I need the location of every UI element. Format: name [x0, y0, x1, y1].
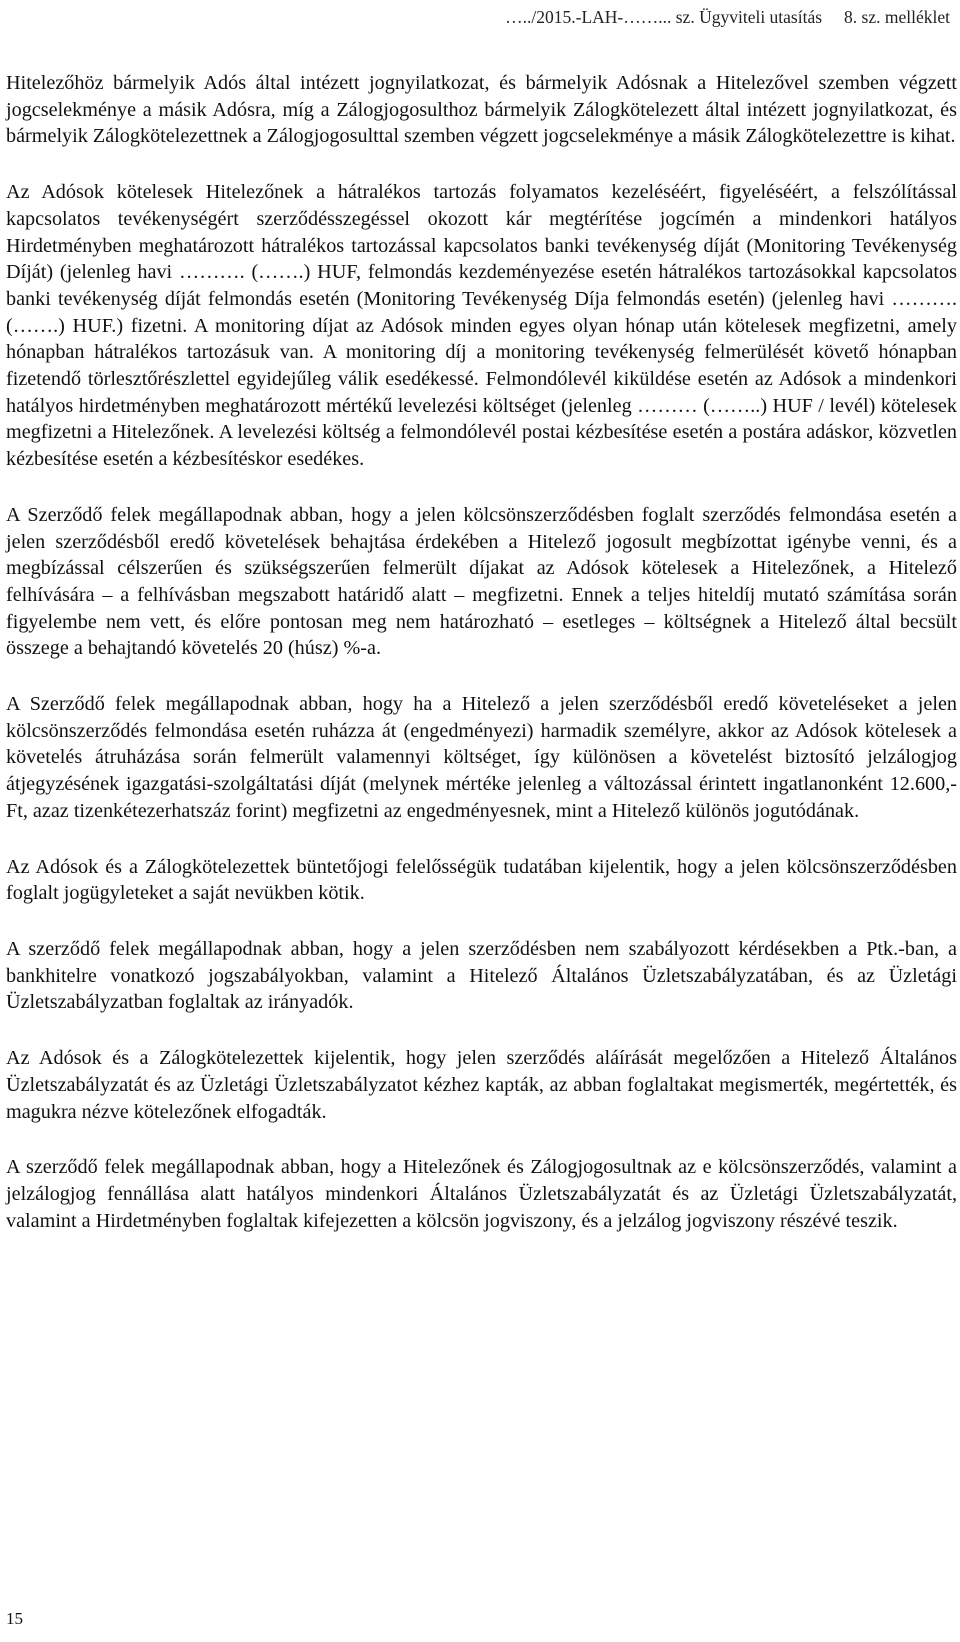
- paragraph-collection-costs: A Szerződő felek megállapodnak abban, hogy a jelen kölcsönszerződésben foglalt szerződés felmondása esetén a jelen szerződésből eredő követelések behajtása érdekében a Hitelező jogosult megbízottat igénybe venni, és a megbízással célszerűen és szükségszerűen felmerült díjakat az Adósok kötelesek a Hitelezőnek, a Hitelező felhívására – a felhívásban megszabott határidő alatt – megfizetni. Ennek a teljes hiteldíj mutató számítása során figyelembe nem vett, és előre pontosan meg nem határozható – esetleges – költségnek a Hitelező által becsült összege a behajtandó követelés 20 (húsz) %-a.: [6, 503, 957, 660]
- paragraph-terms-acknowledgement: Az Adósok és a Zálogkötelezettek kijelentik, hogy jelen szerződés aláírását megelőzően a Hitelező Általános Üzletszabályzatát és az Üzletági Üzletszabályzatot kézhez kapták, az abban foglaltakat megismerték, megértették, és magukra nézve kötelezőnek elfogadták.: [6, 1047, 957, 1123]
- paragraph-joint-liability: Hitelezőhöz bármelyik Adós által intézett jognyilatkozat, és bármelyik Adósnak a Hitelezővel szemben végzett jogcselekménye a másik Adósra, míg a Zálogjogosulthoz bármelyik Zálogkötelezett által intézett jognyilatkozat, és bármelyik Zálogkötelezettnek a Zálogjogosulttal szemben végzett jogcselekménye a másik Zálogkötelezettre is kihat.: [6, 72, 957, 148]
- document-reference: …../2015.-LAH-……... sz. Ügyviteli utasítás: [505, 7, 823, 27]
- page-header: [505, 6, 950, 28]
- paragraph-criminal-liability: Az Adósok és a Zálogkötelezettek büntetőjogi felelősségük tudatában kijelentik, hogy a jelen kölcsönszerződésben foglalt jogügyleteket a saját nevükben kötik.: [6, 855, 957, 905]
- paragraph-terms-incorporation: A szerződő felek megállapodnak abban, hogy a Hitelezőnek és Zálogjogosultnak az e kölcsönszerződés, valamint a jelzálogjog fennállása alatt hatályos mindenkori Általános Üzletszabályzatát és az Üzletági Üzletszabályzatát, valamint a Hirdetményben foglaltak kifejezetten a kölcsön jogviszony, és a jelzálog jogviszony részévé teszik.: [6, 1156, 957, 1232]
- paragraph-monitoring-fee: Az Adósok kötelesek Hitelezőnek a hátralékos tartozás folyamatos kezeléséért, figyeléséért, a felszólítással kapcsolatos tevékenységért szerződésszegéssel okozott kár megtérítése jogcímén a mindenkori hatályos Hirdetményben meghatározott hátralékos tartozással kapcsolatos banki tevékenység díját (Monitoring Tevékenység Díját) (jelenleg havi ………. (…….) HUF, felmondás kezdeményezése esetén hátralékos tartozásokkal kapcsolatos banki tevékenység díját felmondás esetén (Monitoring Tevékenység Díja felmondás esetén) (jelenleg havi ………. (…….) HUF.) fizetni. A monitoring díjat az Adósok minden egyes olyan hónap után kötelesek megfizetni, amely hónapban hátralékos tartozásuk van. A monitoring díj a monitoring tevékenység felmerülését követő hónapban fizetendő törlesztőrészlettel egyidejűleg válik esedékessé. Felmondólevél kiküldése esetén az Adósok a mindenkori hatályos hirdetményben meghatározott mértékű levelezési költséget (jelenleg ……… (……..) HUF / levél) kötelesek megfizetni a Hitelezőnek. A levelezési költség a felmondólevél postai kézbesítése esetén a postára adáskor, közvetlen kézbesítése esetén a kézbesítéskor esedékes.: [6, 181, 957, 471]
- document-body: [6, 70, 957, 1263]
- paragraph-assignment-costs: A Szerződő felek megállapodnak abban, hogy ha a Hitelező a jelen szerződésből eredő követeléseket a jelen kölcsönszerződés felmondása esetén ruházza át (engedményezi) harmadik személyre, akkor az Adósok kötelesek a követelés átruházása során felmerült valamennyi költséget, így különösen a követelést biztosító jelzálogjog átjegyzésének igazgatási-szolgáltatási díját (melynek mértéke jelenleg a változással érintett ingatlanonként 12.600,-Ft, azaz tizenkétezerhatszáz forint) megfizetni az engedményesnek, mint a Hitelező különös jogutódának.: [6, 693, 957, 822]
- page-number: 15: [6, 1609, 23, 1628]
- paragraph-governing-rules: A szerződő felek megállapodnak abban, hogy a jelen szerződésben nem szabályozott kérdésekben a Ptk.-ban, a bankhitelre vonatkozó jogszabályokban, valamint a Hitelező Általános Üzletszabályzatában, és az Üzletági Üzletszabályzatban foglaltak az irányadók.: [6, 937, 957, 1014]
- attachment-label: 8. sz. melléklet: [844, 7, 950, 27]
